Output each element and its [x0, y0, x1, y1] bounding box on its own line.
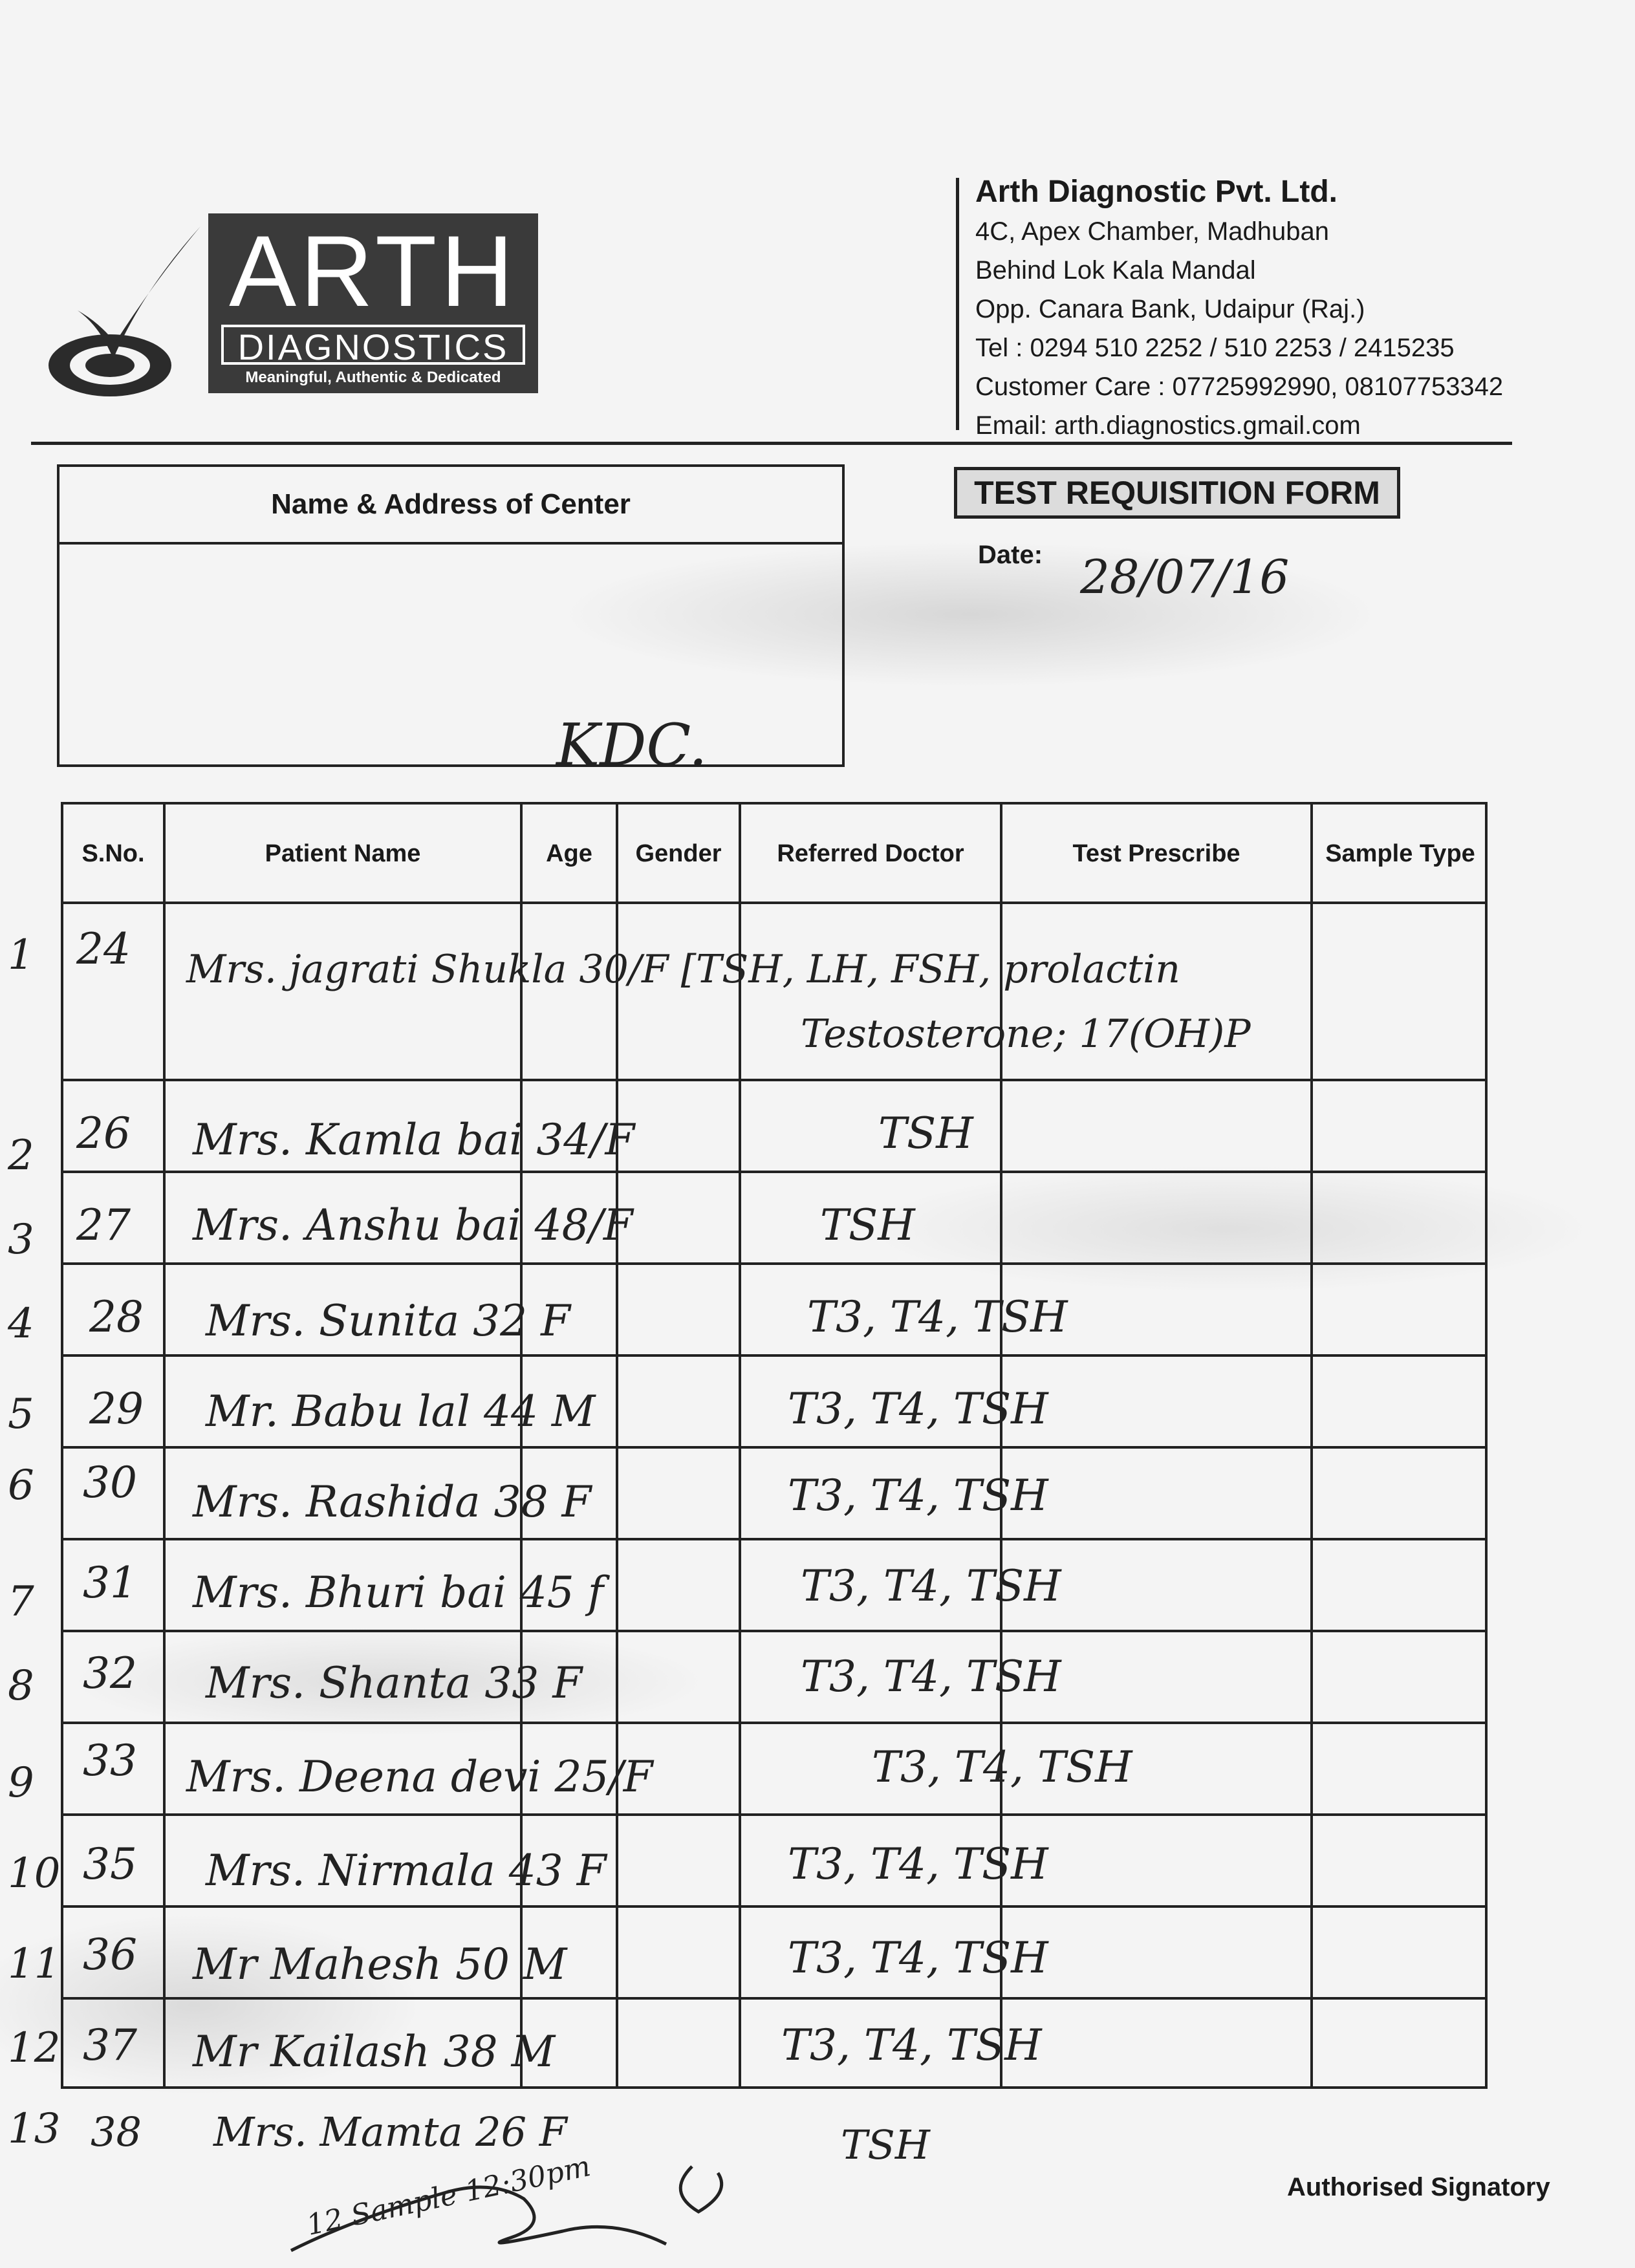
- logo-box: [208, 213, 538, 393]
- row-10-sno: 35: [83, 1839, 137, 1889]
- row-11-entry: Mr Mahesh 50 M: [193, 1939, 567, 1989]
- outer-num-12: 12: [8, 2024, 61, 2072]
- row-1-sno: 24: [76, 924, 131, 974]
- row-3-tests: TSH: [820, 1200, 915, 1250]
- sample-note: 12 Sample 12:30pm: [303, 2150, 594, 2242]
- date-value: 28/07/16: [1080, 550, 1290, 604]
- row-7-tests: T3, T4, TSH: [801, 1561, 1061, 1611]
- company-tel: Tel : 0294 510 2252 / 510 2253 / 2415235: [975, 334, 1455, 362]
- header-referred-doctor: Referred Doctor: [777, 840, 964, 867]
- company-info: [975, 172, 1596, 445]
- row-1-entry: Mrs. jagrati Shukla 30/F [TSH, LH, FSH, prolactin: [186, 947, 1180, 992]
- logo-subtitle: DIAGNOSTICS: [221, 325, 525, 365]
- outer-num-13: 13: [8, 2105, 61, 2153]
- outer-num-4: 4: [8, 1300, 34, 1348]
- row-12-tests: T3, T4, TSH: [781, 2020, 1042, 2070]
- address-line-1: 4C, Apex Chamber, Madhuban: [975, 217, 1330, 246]
- extra-row-entry: Mrs. Mamta 26 F: [213, 2108, 567, 2155]
- header-sample-type: Sample Type: [1325, 840, 1475, 867]
- header-patient-name: Patient Name: [265, 840, 421, 867]
- row-11-sno: 36: [83, 1930, 137, 1980]
- outer-num-7: 7: [8, 1578, 34, 1626]
- logo-brand: ARTH: [229, 215, 517, 328]
- address-line-3: Opp. Canara Bank, Udaipur (Raj.): [975, 295, 1365, 323]
- row-4-sno: 28: [89, 1292, 144, 1342]
- row-2-sno: 26: [76, 1108, 131, 1158]
- header-test-prescribe: Test Prescribe: [1072, 840, 1240, 867]
- outer-num-6: 6: [8, 1462, 34, 1509]
- row-7-sno: 31: [83, 1558, 137, 1608]
- row-5-tests: T3, T4, TSH: [788, 1384, 1048, 1434]
- row-11-tests: T3, T4, TSH: [788, 1933, 1048, 1983]
- outer-num-5: 5: [8, 1390, 34, 1438]
- row-9-sno: 33: [83, 1736, 137, 1786]
- header-sno: S.No.: [81, 840, 145, 867]
- row-5-entry: Mr. Babu lal 44 M: [206, 1387, 596, 1436]
- row-6-sno: 30: [83, 1458, 137, 1507]
- header-gender: Gender: [635, 840, 722, 867]
- row-10-tests: T3, T4, TSH: [788, 1839, 1048, 1889]
- row-12-entry: Mr Kailash 38 M: [193, 2027, 556, 2077]
- outer-num-1: 1: [8, 931, 34, 979]
- row-3-entry: Mrs. Anshu bai 48/F: [193, 1200, 633, 1250]
- center-value: KDC.: [556, 711, 708, 779]
- signature-scrawl-icon: [278, 2154, 770, 2263]
- row-4-tests: T3, T4, TSH: [807, 1292, 1068, 1342]
- address-line-2: Behind Lok Kala Mandal: [975, 256, 1256, 285]
- target-check-logo-icon: [39, 213, 213, 407]
- patient-table: [61, 802, 1488, 2089]
- row-3-sno: 27: [76, 1200, 131, 1250]
- row-2-tests: TSH: [878, 1108, 973, 1158]
- row-4-entry: Mrs. Sunita 32 F: [206, 1296, 570, 1346]
- row-12-sno: 37: [83, 2020, 137, 2070]
- authorised-signatory: Authorised Signatory: [1287, 2173, 1550, 2201]
- extra-row-sno: 38: [91, 2108, 142, 2155]
- outer-num-3: 3: [8, 1216, 34, 1264]
- row-1-entry-continued: Testosterone; 17(OH)P: [801, 1011, 1251, 1057]
- divider-vertical: [956, 178, 959, 430]
- company-email: Email: arth.diagnostics.gmail.com: [975, 411, 1361, 440]
- divider-horizontal: [31, 442, 1512, 445]
- row-9-tests: T3, T4, TSH: [872, 1742, 1132, 1792]
- row-8-entry: Mrs. Shanta 33 F: [206, 1658, 583, 1708]
- row-2-entry: Mrs. Kamla bai 34/F: [193, 1115, 635, 1165]
- company-name: Arth Diagnostic Pvt. Ltd.: [975, 175, 1338, 209]
- center-box: [57, 464, 845, 767]
- header-age: Age: [546, 840, 592, 867]
- row-8-sno: 32: [83, 1648, 137, 1698]
- logo-tagline: Meaningful, Authentic & Dedicated: [245, 369, 501, 386]
- form-title: TEST REQUISITION FORM: [954, 467, 1400, 519]
- center-heading: Name & Address of Center: [60, 467, 842, 545]
- outer-num-11: 11: [8, 1940, 61, 1988]
- outer-num-2: 2: [8, 1132, 34, 1180]
- row-5-sno: 29: [89, 1384, 144, 1434]
- outer-num-9: 9: [8, 1759, 34, 1807]
- row-8-tests: T3, T4, TSH: [801, 1652, 1061, 1701]
- row-10-entry: Mrs. Nirmala 43 F: [206, 1846, 607, 1895]
- row-7-entry: Mrs. Bhuri bai 45 f: [193, 1568, 604, 1617]
- outer-num-8: 8: [8, 1662, 34, 1710]
- row-6-entry: Mrs. Rashida 38 F: [193, 1477, 592, 1527]
- row-9-entry: Mrs. Deena devi 25/F: [186, 1752, 653, 1802]
- row-6-tests: T3, T4, TSH: [788, 1471, 1048, 1520]
- company-customer-care: Customer Care : 07725992990, 08107753342: [975, 373, 1504, 401]
- extra-row-tests: TSH: [841, 2121, 930, 2168]
- date-label: Date:: [978, 541, 1043, 569]
- outer-num-10: 10: [8, 1850, 61, 1897]
